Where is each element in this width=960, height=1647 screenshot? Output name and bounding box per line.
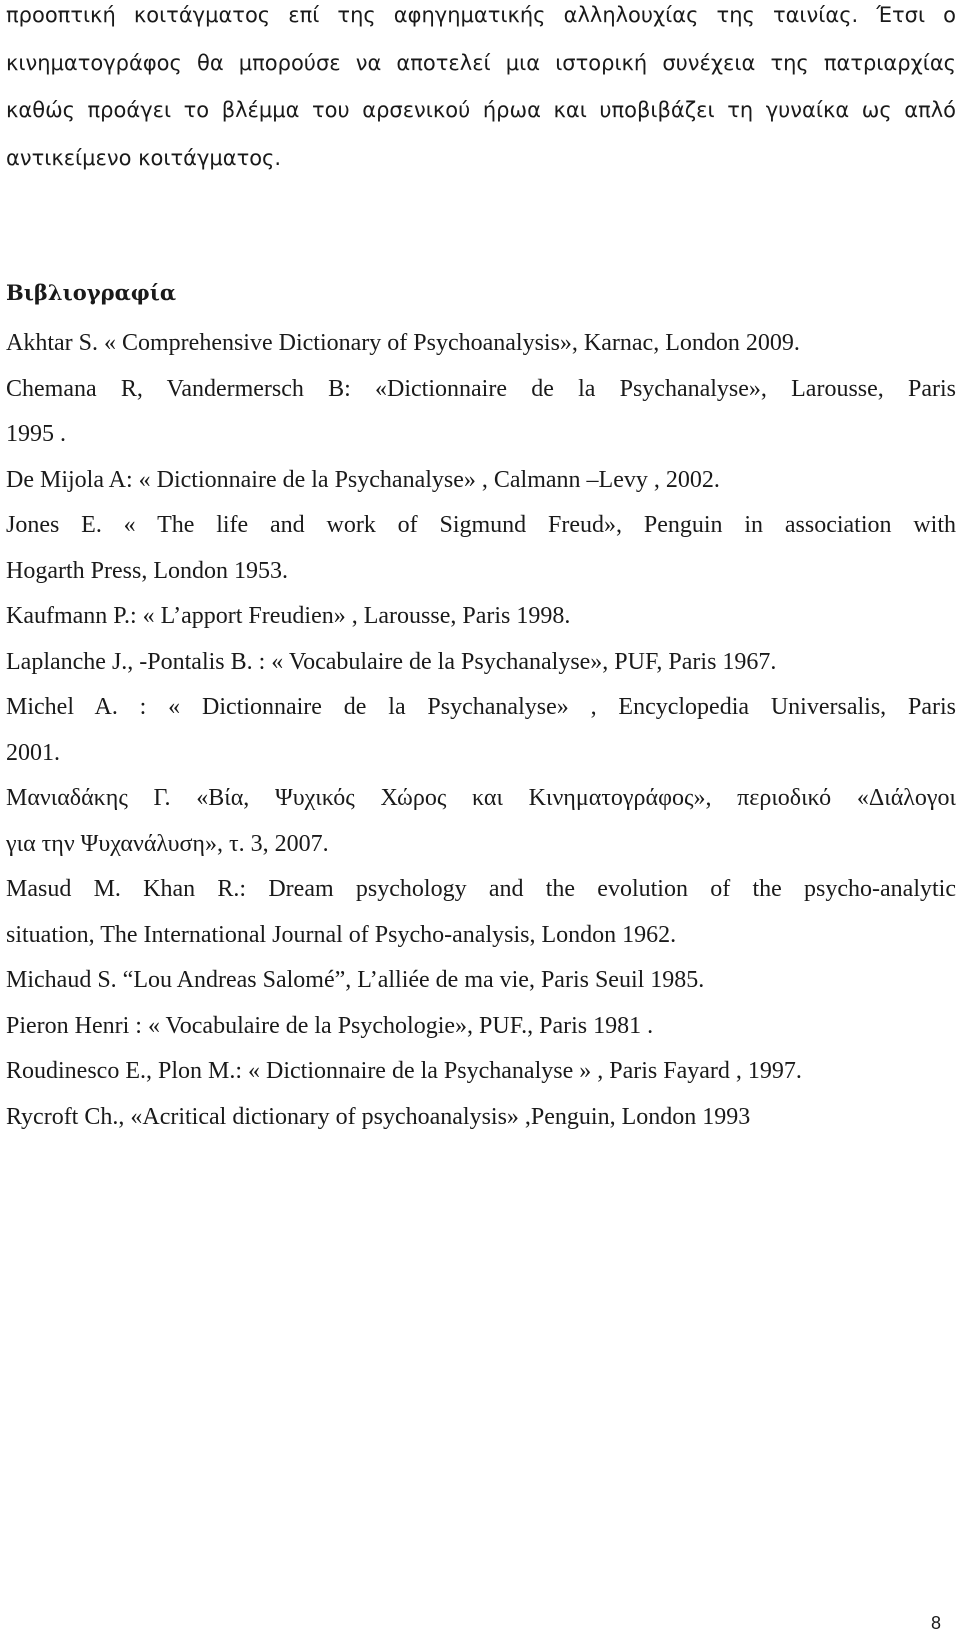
entry-line: 1995 . <box>6 421 66 447</box>
entry-line: Chemana R, Vandermersch B: «Dictionnaire de la Psychanalyse», Larousse, Paris <box>6 375 956 402</box>
entry-line: Kaufmann P.: « L’apport Freudien» , Larousse, Paris 1998. <box>6 603 571 629</box>
entry-line: Masud M. Khan R.: Dream psychology and the evolution of the psycho-analytic <box>6 876 956 902</box>
entry-line: Hogarth Press, London 1953. <box>6 557 288 584</box>
entry-line: Rycroft Ch., «Acritical dictionary of psychoanalysis» ,Penguin, London 1993 <box>6 1103 751 1130</box>
bibliography-heading: Βιβλιογραφία <box>6 280 177 305</box>
bibliography-entry <box>6 640 956 686</box>
bibliography-entry <box>6 594 956 640</box>
entry-line: για την Ψυχανάλυση», τ. 3, 2007. <box>6 830 329 857</box>
entry-line: Μανιαδάκης Γ. «Βία, Ψυχικός Χώρος και Κινηματογράφος», περιοδικό «Διάλογοι <box>6 785 956 811</box>
bibliography-entry <box>6 867 956 958</box>
entry-line: 2001. <box>6 739 60 766</box>
entry-line: situation, The International Journal of Psycho-analysis, London 1962. <box>6 921 677 948</box>
intro-paragraph <box>6 0 956 182</box>
bibliography-entry <box>6 1095 956 1141</box>
intro-line: αντικείμενο κοιτάγματος. <box>6 145 282 170</box>
bibliography-entry <box>6 367 956 458</box>
bibliography-entry <box>6 776 956 867</box>
entry-line: Michel A. : « Dictionnaire de la Psychanalyse» , Encyclopedia Universalis, Paris <box>6 694 956 720</box>
bibliography-entry <box>6 685 956 776</box>
bibliography-entry <box>6 503 956 594</box>
entry-line: Laplanche J., -Pontalis B. : « Vocabulaire de la Psychanalyse», PUF, Paris 1967. <box>6 648 777 675</box>
bibliography-entry <box>6 321 956 367</box>
entry-line: Roudinesco E., Plon M.: « Dictionnaire de la Psychanalyse » , Paris Fayard , 1997. <box>6 1058 802 1084</box>
bibliography-entry <box>6 458 956 504</box>
bibliography-entry <box>6 1004 956 1050</box>
entry-line: De Mijola A: « Dictionnaire de la Psychanalyse» , Calmann –Levy , 2002. <box>6 466 720 493</box>
bibliography-list <box>6 321 956 1140</box>
entry-line: Pieron Henri : « Vocabulaire de la Psychologie», PUF., Paris 1981 . <box>6 1012 654 1039</box>
entry-line: Jones E. « The life and work of Sigmund Freud», Penguin in association with <box>6 512 956 538</box>
intro-line: προοπτική κοιτάγματος επί της αφηγηματικής αλληλουχίας της ταινίας. Έτσι ο <box>6 3 956 27</box>
entry-line: Michaud S. “Lou Andreas Salomé”, L’alliée de ma vie, Paris Seuil 1985. <box>6 967 705 993</box>
bibliography-entry <box>6 958 956 1004</box>
intro-line: καθώς προάγει το βλέμμα του αρσενικού ήρωα και υποβιβάζει τη γυναίκα ως απλό <box>6 98 956 122</box>
entry-line: Akhtar S. « Comprehensive Dictionary of Psychoanalysis», Karnac, London 2009. <box>6 330 800 356</box>
page-number: 8 <box>930 1613 941 1633</box>
intro-line: κινηματογράφος θα μπορούσε να αποτελεί μια ιστορική συνέχεια της πατριαρχίας <box>6 50 956 75</box>
bibliography-entry <box>6 1049 956 1095</box>
